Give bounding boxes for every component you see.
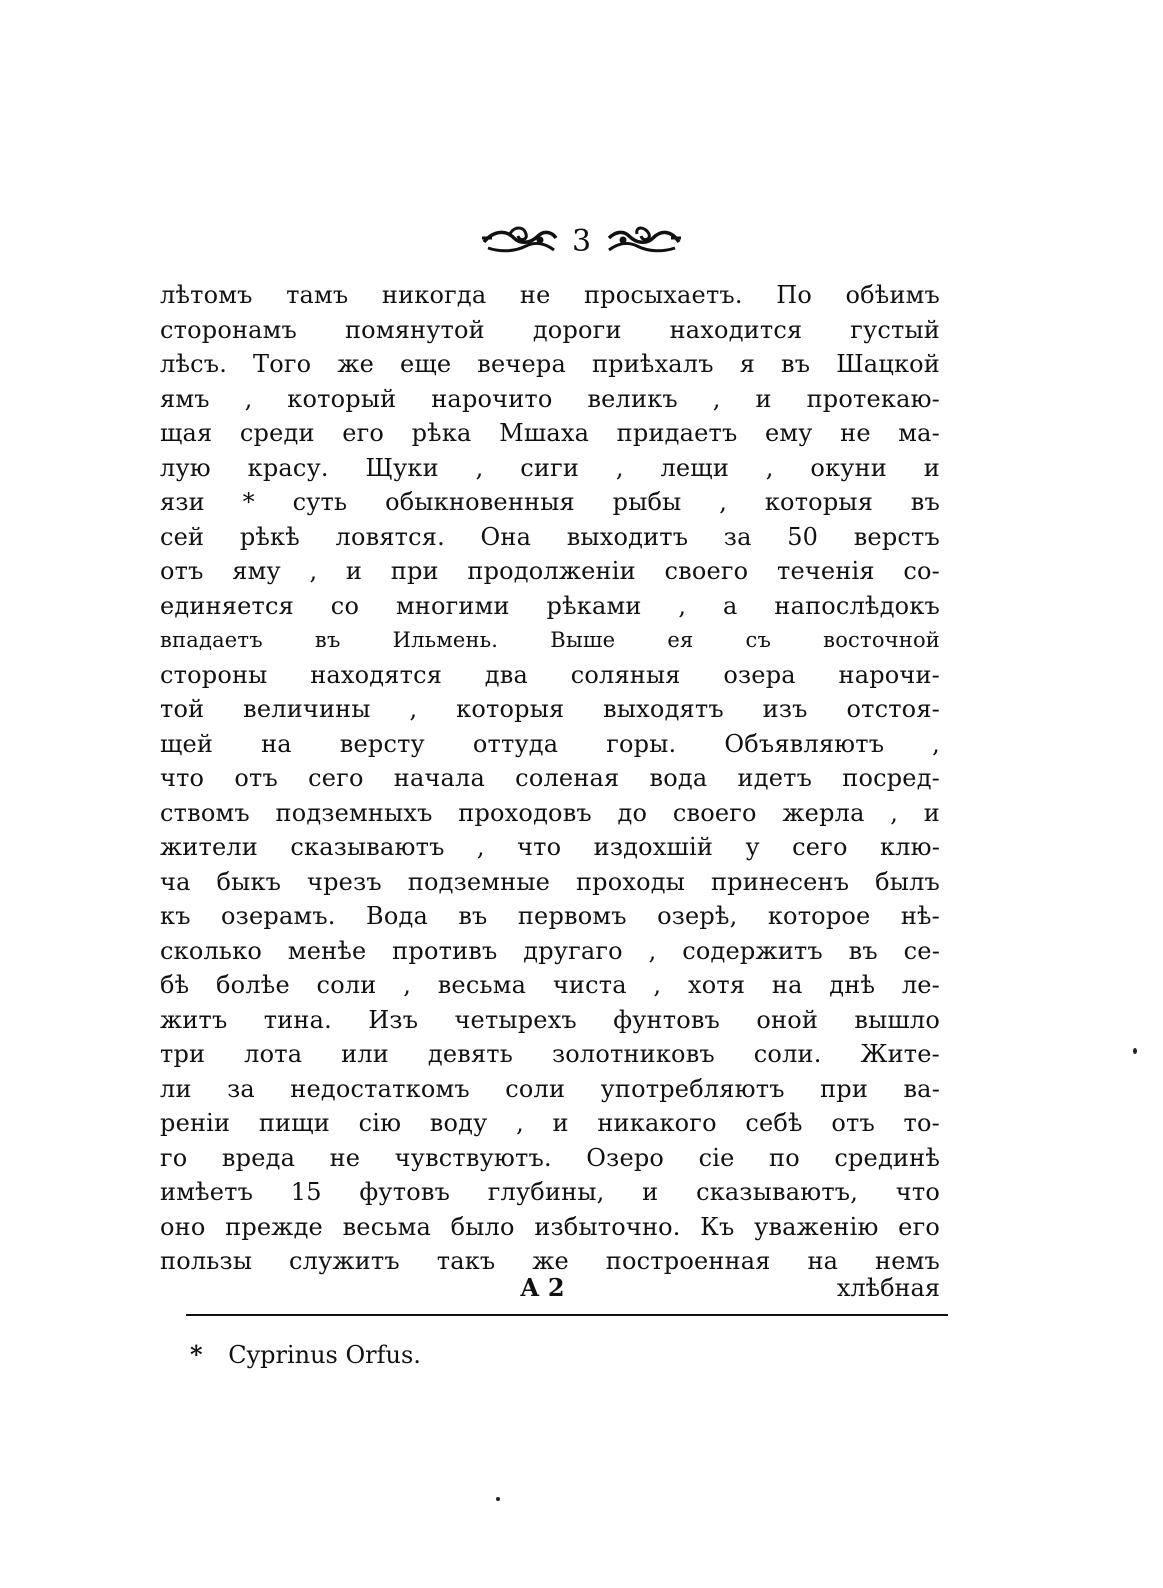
text-line: ямъ , который нарочито великъ , и протекаю-: [160, 384, 940, 413]
text-line: язи * суть обыкновенныя рыбы , которыя въ: [160, 488, 940, 516]
text-line: житъ тина. Изъ четырехъ фунтовъ оной вышло: [160, 1005, 940, 1034]
text-line: три лота или девять золотниковъ соли. Жите-: [160, 1040, 940, 1068]
text-line: къ озерамъ. Вода въ первомъ озерѣ, которое нѣ-: [160, 902, 940, 930]
text-line: реніи пищи сію воду , и никакого себѣ отъ то-: [160, 1109, 940, 1137]
text-line: сторонамъ помянутой дороги находится густый: [160, 315, 940, 344]
text-line: той величины , которыя выходятъ изъ отстоя-: [160, 695, 940, 723]
text-line: щей на версту оттуда горы. Объявляютъ ,: [160, 729, 940, 758]
text-line: отъ яму , и при продолженіи своего теченія со-: [160, 557, 940, 585]
text-line: ствомъ подземныхъ проходовъ до своего жерла , и: [160, 798, 940, 827]
text-line: стороны находятся два соляныя озера нарочи-: [160, 660, 940, 689]
text-line: пользы служитъ такъ же построенная на немъ: [160, 1247, 940, 1275]
text-line: щая среди его рѣка Мшаха придаетъ ему не ма-: [160, 419, 940, 447]
text-line: оно прежде весьма было избыточно. Къ уваженію его: [160, 1212, 940, 1241]
text-line: сколько менѣе противъ другаго , содержитъ въ се-: [160, 936, 940, 965]
text-line: имѣетъ 15 футовъ глубины, и сказываютъ, что: [160, 1178, 940, 1206]
left-ornament-icon: [480, 222, 558, 256]
text-line: лѣтомъ тамъ никогда не просыхаетъ. По обѣимъ: [160, 281, 940, 309]
text-line: ли за недостаткомъ соли употребляютъ при ва-: [160, 1074, 940, 1103]
page-number: 3: [571, 224, 592, 259]
footnote-divider: [186, 1314, 948, 1316]
text-line: лѣсъ. Того же еще вечера приѣхалъ я въ Шацкой: [160, 350, 940, 378]
right-ornament-icon: [605, 222, 683, 256]
page-footer-marks: [160, 1270, 940, 1306]
text-line: бѣ болѣе соли , весьма чиста , хотя на днѣ ле-: [160, 971, 940, 999]
text-line: что отъ сего начала соленая вода идетъ посред-: [160, 764, 940, 792]
text-line: го вреда не чувствуютъ. Озеро сіе по срединѣ: [160, 1143, 940, 1172]
ink-speck: [1133, 1048, 1137, 1054]
text-line: единяется со многими рѣками , а напослѣдокъ: [160, 591, 940, 620]
text-line: лую красу. Щуки , сиги , лещи , окуни и: [160, 453, 940, 482]
text-line: сей рѣкѣ ловятся. Она выходитъ за 50 верстъ: [160, 522, 940, 551]
signature-mark: А 2: [520, 1273, 565, 1302]
footnote: [190, 1338, 421, 1372]
main-text: [160, 278, 940, 1279]
text-line: ча быкъ чрезъ подземные проходы принесенъ былъ: [160, 867, 940, 896]
text-line: жители сказываютъ , что издохшій у сего клю-: [160, 833, 940, 861]
catchword: хлѣбная: [836, 1274, 940, 1302]
footnote-text: Cyprinus Orfus.: [228, 1341, 421, 1369]
text-line: впадаетъ въ Ильмень. Выше ея съ восточной: [160, 628, 940, 652]
footnote-asterisk: *: [190, 1340, 203, 1369]
page-header: [0, 214, 1163, 264]
ink-speck: [496, 1497, 500, 1501]
